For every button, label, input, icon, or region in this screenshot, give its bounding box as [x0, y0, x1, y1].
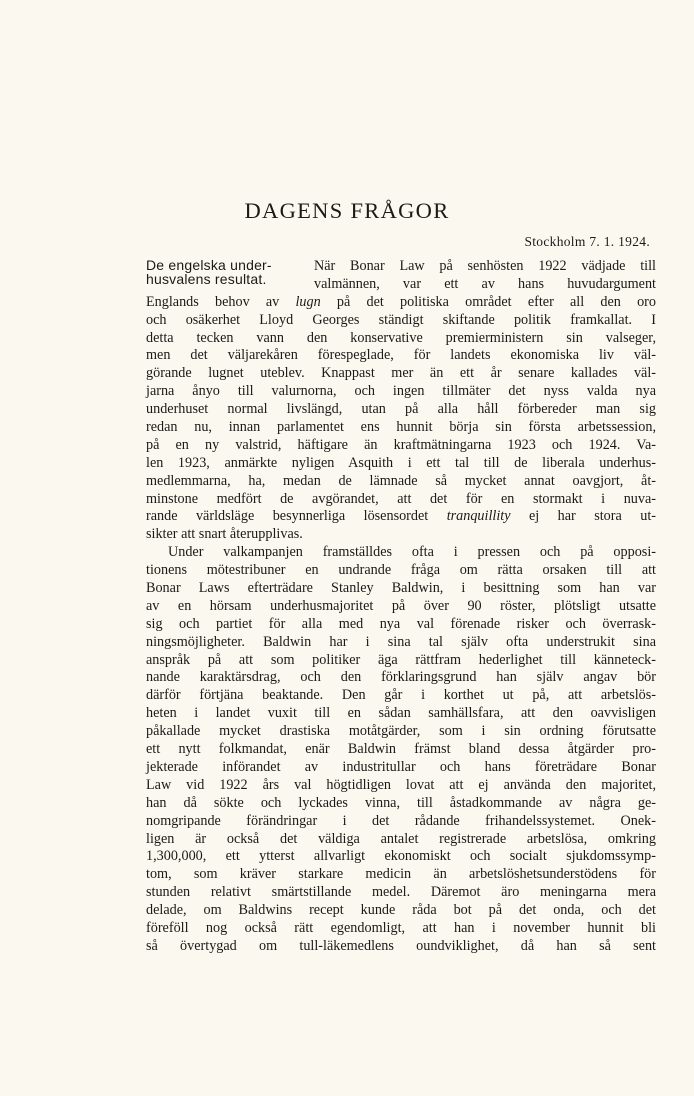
text-line: stunden relativt smärtstillande medel. Däremot äro meningarna mera	[146, 884, 656, 901]
text-line: medlemmarna, ha, medan de lämnade så mycket annat oavgjort, åt-	[146, 472, 656, 489]
text-line: nande karaktärsdrag, och den förklaringsgrund han själv angav bör	[146, 669, 656, 686]
text-line: valmännen, var ett av hans huvudargument	[314, 275, 656, 292]
text-line: jarna ånyo till valurnorna, och ingen tillmäter det nyss valda nya	[146, 383, 656, 400]
text-line: jekterade införandet av industritullar och hans företrädare Bonar	[146, 758, 656, 775]
text-line: Under valkampanjen framställdes ofta i pressen och på opposi-	[168, 544, 656, 561]
text-line: Englands behov av lugn på det politiska området efter all den oro	[146, 293, 656, 310]
text-line: len 1923, anmärkte nyligen Asquith i ett tal till de liberala underhus-	[146, 454, 656, 471]
page-title: DAGENS FRÅGOR	[244, 198, 450, 223]
text-line: men det väljarekåren förespeglade, för landets ekonomiska liv väl-	[146, 347, 656, 364]
text-line: ligen är också det väldiga antalet registrerade arbetslösa, omkring	[146, 830, 656, 847]
margin-heading-line: husvalens resultat.	[146, 271, 267, 287]
text-line: 1,300,000, ett ytterst allvarligt ekonomiskt och socialt sjukdomssymp-	[146, 848, 656, 865]
text-line: tionens mötestribuner en undrande fråga om rätta orsaken till att	[146, 562, 656, 579]
text-line: minstone medfört de avgörandet, att det för en stormakt i nuva-	[146, 490, 656, 507]
text-line: och osäkerhet Lloyd Georges ständigt skiftande politik framkallat. I	[146, 311, 656, 328]
text-line: När Bonar Law på senhösten 1922 vädjade till	[314, 258, 656, 274]
text-line: av en hörsam underhusmajoritet på över 90 röster, plötsligt utsatte	[146, 597, 656, 614]
text-line: underhuset normal livslängd, utan på alla håll förbereder man sig	[146, 401, 656, 418]
text-line: så övertygad om tull-läkemedlens oundviklighet, då han så sent	[146, 937, 656, 954]
text-line: detta tecken vann den konservative premierministern sin valseger,	[146, 329, 656, 346]
text-line: nomgripande förändringar i det rådande frihandelssystemet. Onek-	[146, 812, 656, 829]
text-line: därför förtjäna beaktande. Den går i korthet ut på, att arbetslös-	[146, 687, 656, 704]
text-line: rande världsläge besynnerliga lösensordet tranquillity ej har stora ut-	[146, 508, 656, 525]
text-line: föreföll nog också rätt egendomligt, att han i november hunnit bli	[146, 919, 656, 936]
margin-heading-line: De engelska under-	[146, 257, 272, 273]
text-line: påkallade mycket drastiska motåtgärder, som i sin ordning förutsatte	[146, 723, 656, 740]
text-line: redan nu, innan parlamentet ens hunnit börja sin första arbetssession,	[146, 419, 656, 436]
text-line: ett nytt folkmandat, enär Baldwin främst bland dessa åtgärder pro-	[146, 741, 656, 758]
text-line: delade, om Baldwins recept kunde råda bot på det onda, och det	[146, 902, 656, 919]
text-line: sikter att snart återupplivas.	[146, 526, 303, 543]
text-line: görande lugnet uteblev. Knappast mer än ett år senare kallades väl-	[146, 365, 656, 382]
text-line: ningsmöjligheter. Baldwin har i sina tal själv ofta understrukit sina	[146, 633, 656, 650]
text-line: han då sökte och lyckades vinna, till åstadkommande av några ge-	[146, 794, 656, 811]
text-line: sig och partiet för alla med nya val förenade risker och överrask-	[146, 615, 656, 632]
text-line: tom, som kräver starkare medicin än arbetslöshetsunderstödens för	[146, 866, 656, 883]
text-line: Law vid 1922 års val högtidligen lovat att ej använda den majoritet,	[146, 776, 656, 793]
article-body	[146, 258, 656, 956]
text-line: anspråk på att som politiker äga rättfram hederlighet till känneteck-	[146, 651, 656, 668]
text-line: Bonar Laws efterträdare Stanley Baldwin, i besittning som han var	[146, 580, 656, 597]
dateline: Stockholm 7. 1. 1924.	[524, 234, 650, 249]
text-line: på en ny valstrid, häftigare än kraftmätningarna 1923 och 1924. Va-	[146, 436, 656, 453]
text-line: heten i landet vuxit till en sådan samhällsfara, att den oavvisligen	[146, 705, 656, 722]
